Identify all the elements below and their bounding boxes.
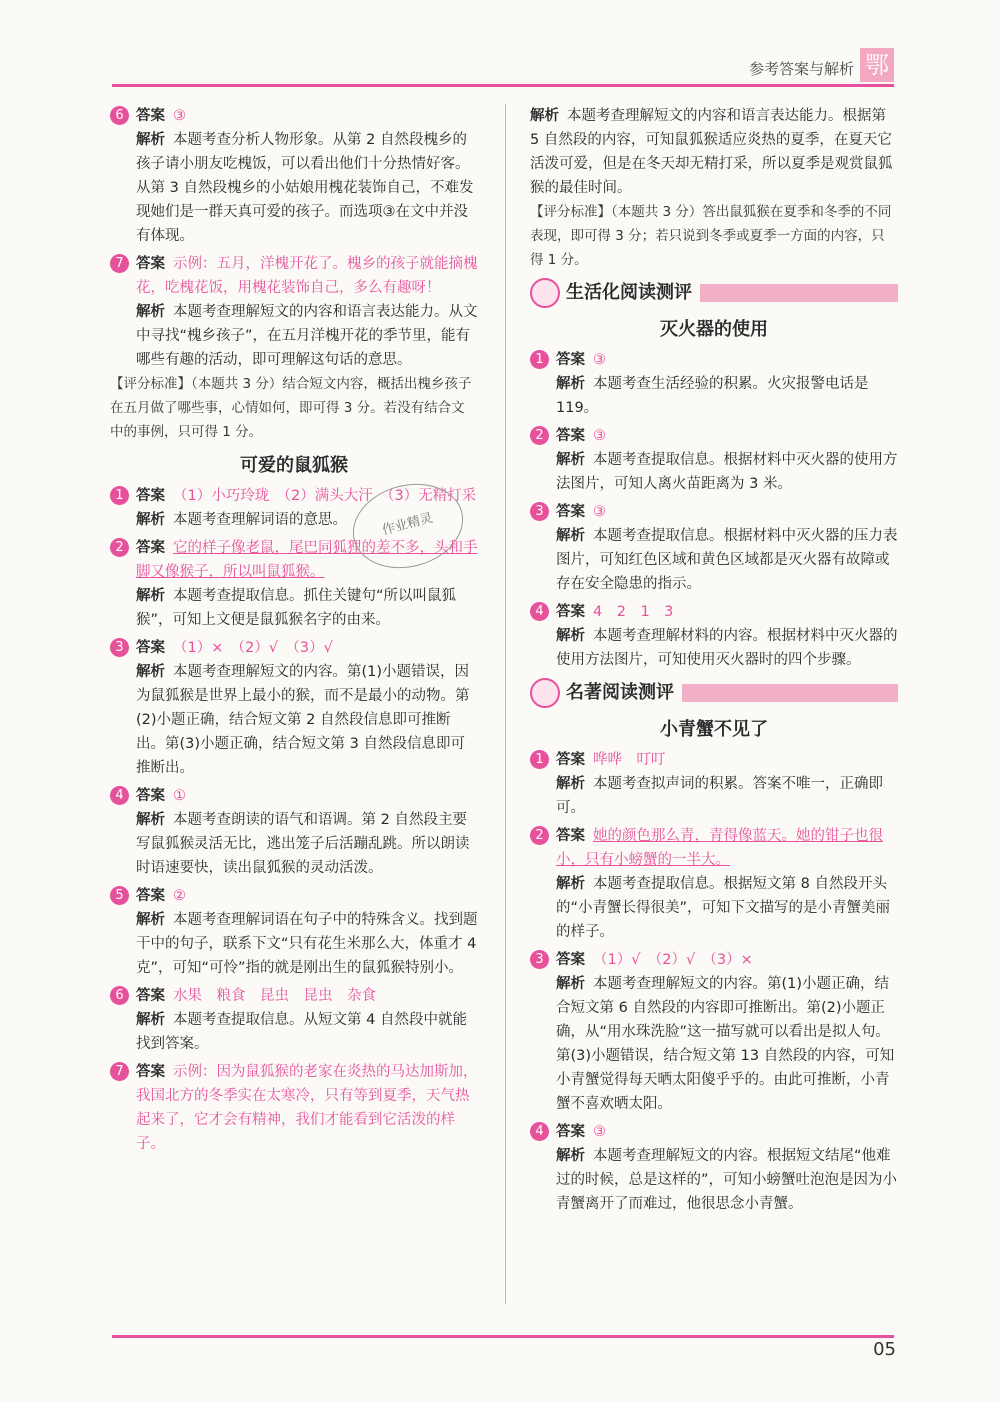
analysis-label: 解析 — [556, 876, 585, 892]
answer-text: ② — [173, 888, 186, 904]
answer-text: 示例：五月，洋槐开花了。槐乡的孩子就能摘槐花，吃槐花饭，用槐花装饰自己，多么有趣呀！ — [136, 256, 478, 296]
section-bar — [700, 284, 898, 302]
answer-label: 答案 — [556, 952, 585, 968]
answer-text: 哗哗 叮叮 — [593, 752, 666, 768]
analysis-text: 本题考查理解短文的内容。根据短文结尾“他难过的时候，总是这样的”，可知小螃蟹吐泡泡是因为小青蟹离开了而难过，他很思念小青蟹。 — [556, 1148, 898, 1212]
analysis-label: 解析 — [556, 1148, 585, 1164]
section-face-icon — [530, 278, 560, 308]
analysis-label: 解析 — [136, 812, 165, 828]
section-header — [530, 678, 898, 708]
answer-text: ③ — [593, 1124, 606, 1140]
analysis-text: 本题考查理解短文的内容。第(1)小题正确，结合短文第 6 自然段的内容即可推断出。第(2)小题正确，从“用水珠洗脸”这一描写就可以看出是拟人句。第(3)小题错误，结合短文第 13 自然段的内容，可知小青蟹觉得每天晒太阳傻乎乎的。由此可推断，小青蟹不喜欢晒太阳。 — [556, 976, 895, 1112]
answer-label: 答案 — [556, 1124, 585, 1140]
question-number: 2 — [530, 826, 549, 845]
answer-item — [110, 252, 478, 444]
section-name: 名著阅读测评 — [566, 682, 674, 703]
answer-text: 它的样子像老鼠，尾巴同狐狸的差不多，头和手脚又像猴子，所以叫鼠狐猴。 — [136, 540, 478, 580]
page-number: 05 — [873, 1339, 896, 1360]
analysis-text: 本题考查生活经验的积累。火灾报警电话是 119。 — [556, 376, 869, 416]
left-column — [110, 104, 478, 1160]
scoring-criteria: 【评分标准】（本题共 3 分）答出鼠狐猴在夏季和冬季的不同表现，即可得 3 分；若只说到冬季或夏季一方面的内容，只得 1 分。 — [530, 204, 892, 268]
answer-label: 答案 — [556, 604, 585, 620]
analysis-text: 本题考查拟声词的积累。答案不唯一，正确即可。 — [556, 776, 883, 816]
question-number: 3 — [530, 950, 549, 969]
answer-label: 答案 — [136, 108, 165, 124]
question-number: 7 — [110, 254, 129, 273]
answer-label: 答案 — [136, 488, 165, 504]
analysis-text: 本题考查分析人物形象。从第 2 自然段槐乡的孩子请小朋友吃槐饭，可以看出他们十分热情好客。从第 3 自然段槐乡的小姑娘用槐花装饰自己，不难发现她们是一群天真可爱的孩子。而选项③在文中并没有体现。 — [136, 132, 474, 244]
question-number: 4 — [530, 1122, 549, 1141]
section-face-icon — [530, 678, 560, 708]
answer-item — [530, 948, 898, 1116]
analysis-text: 本题考查理解词语的意思。 — [173, 512, 347, 528]
answer-label: 答案 — [136, 988, 165, 1004]
answer-text: （1）小巧玲珑 （2）满头大汗 （3）无精打采 — [173, 488, 477, 504]
answer-text: 水果 粮食 昆虫 昆虫 杂食 — [173, 988, 376, 1004]
answer-text: （1）× （2）√ （3）√ — [173, 640, 333, 656]
analysis-text: 本题考查理解材料的内容。根据材料中灭火器的使用方法图片，可知使用灭火器时的四个步骤。 — [556, 628, 898, 668]
question-number: 3 — [110, 638, 129, 657]
answer-item — [530, 424, 898, 496]
header-rule — [112, 84, 894, 87]
answer-label: 答案 — [556, 504, 585, 520]
analysis-label: 解析 — [556, 528, 585, 544]
answer-item — [110, 1060, 478, 1156]
question-number: 6 — [110, 986, 129, 1005]
analysis-label: 解析 — [136, 588, 165, 604]
analysis-text: 本题考查朗读的语气和语调。第 2 自然段主要写鼠狐猴灵活无比，逃出笼子后活蹦乱跳。所以朗读时语速要快，读出鼠狐猴的灵动活泼。 — [136, 812, 470, 876]
answer-item — [530, 748, 898, 820]
section-bar — [682, 684, 898, 702]
answer-item — [530, 348, 898, 420]
analysis-label: 解析 — [556, 976, 585, 992]
answer-text: ① — [173, 788, 186, 804]
answer-label: 答案 — [136, 640, 165, 656]
analysis-label: 解析 — [136, 512, 165, 528]
answer-text: ③ — [593, 428, 606, 444]
analysis-label: 解析 — [136, 304, 165, 320]
answer-item — [110, 984, 478, 1056]
question-number: 2 — [110, 538, 129, 557]
answer-label: 答案 — [136, 256, 165, 272]
section-title: 可爱的鼠狐猴 — [240, 455, 348, 476]
answer-item — [530, 104, 898, 272]
footer-rule — [112, 1335, 894, 1338]
question-number: 7 — [110, 1062, 129, 1081]
analysis-label: 解析 — [530, 108, 559, 124]
analysis-text: 本题考查理解短文的内容和语言表达能力。从文中寻找“槐乡孩子”，在五月洋槐开花的季节里，能有哪些有趣的活动，即可理解这句话的意思。 — [136, 304, 478, 368]
analysis-text: 本题考查理解短文的内容。第(1)小题错误，因为鼠狐猴是世界上最小的猴，而不是最小的动物。第(2)小题正确，结合短文第 2 自然段信息即可推断出。第(3)小题正确，结合短文第 3 自然段信息即可推断出。 — [136, 664, 470, 776]
right-column — [530, 104, 898, 1220]
analysis-text: 本题考查理解短文的内容和语言表达能力。根据第 5 自然段的内容，可知鼠狐猴适应炎热的夏季，在夏天它活泼可爱，但是在冬天却无精打采，所以夏季是观赏鼠狐猴的最佳时间。 — [530, 108, 893, 196]
answer-text: （1）√ （2）√ （3）× — [593, 952, 753, 968]
question-number: 1 — [530, 350, 549, 369]
analysis-label: 解析 — [136, 1012, 165, 1028]
answer-item — [530, 600, 898, 672]
question-number: 6 — [110, 106, 129, 125]
analysis-label: 解析 — [556, 776, 585, 792]
analysis-label: 解析 — [556, 628, 585, 644]
answer-text: ③ — [593, 504, 606, 520]
answer-label: 答案 — [136, 788, 165, 804]
answer-text: 她的颜色那么青，青得像蓝天。她的钳子也很小，只有小螃蟹的一半大。 — [556, 828, 883, 868]
answer-label: 答案 — [136, 888, 165, 904]
answer-label: 答案 — [136, 1064, 165, 1080]
answer-label: 答案 — [556, 828, 585, 844]
question-number: 4 — [110, 786, 129, 805]
question-number: 4 — [530, 602, 549, 621]
analysis-text: 本题考查提取信息。从短文第 4 自然段中就能找到答案。 — [136, 1012, 467, 1052]
answer-item — [530, 1120, 898, 1216]
answer-text: 4 2 1 3 — [593, 604, 674, 620]
answer-item — [110, 636, 478, 780]
answer-label: 答案 — [556, 752, 585, 768]
column-divider — [505, 104, 506, 1304]
analysis-text: 本题考查理解词语在句子中的特殊含义。找到题干中的句子，联系下文“只有花生米那么大，体重才 4 克”，可知“可怜”指的就是刚出生的鼠狐猴特别小。 — [136, 912, 478, 976]
section-title: 小青蟹不见了 — [660, 719, 768, 740]
answer-item — [110, 104, 478, 248]
answer-label: 答案 — [556, 352, 585, 368]
section-name: 生活化阅读测评 — [566, 282, 692, 303]
scoring-criteria: 【评分标准】（本题共 3 分）结合短文内容，概括出槐乡孩子在五月做了哪些事，心情如何，即可得 3 分。若没有结合文中的事例，只可得 1 分。 — [110, 376, 472, 440]
page-header — [112, 48, 894, 88]
analysis-text: 本题考查提取信息。根据材料中灭火器的压力表图片，可知红色区域和黄色区域都是灭火器有故障或存在安全隐患的指示。 — [556, 528, 898, 592]
question-number: 1 — [110, 486, 129, 505]
analysis-label: 解析 — [556, 452, 585, 468]
question-number: 3 — [530, 502, 549, 521]
question-number: 5 — [110, 886, 129, 905]
analysis-label: 解析 — [136, 132, 165, 148]
analysis-label: 解析 — [136, 912, 165, 928]
question-number: 1 — [530, 750, 549, 769]
answer-text: 示例：因为鼠狐猴的老家在炎热的马达加斯加，我国北方的冬季实在太寒冷，只有等到夏季，天气热起来了，它才会有精神，我们才能看到它活泼的样子。 — [136, 1064, 478, 1152]
answer-item — [530, 500, 898, 596]
analysis-label: 解析 — [136, 664, 165, 680]
answer-item — [110, 784, 478, 880]
analysis-label: 解析 — [556, 376, 585, 392]
stamp-watermark: 作业精灵 — [343, 472, 472, 580]
analysis-text: 本题考查提取信息。根据短文第 8 自然段开头的“小青蟹长得很美”，可知下文描写的是小青蟹美丽的样子。 — [556, 876, 891, 940]
header-title: 参考答案与解析 — [748, 60, 854, 78]
section-title: 灭火器的使用 — [660, 319, 768, 340]
answer-item — [110, 884, 478, 980]
answer-label: 答案 — [136, 540, 165, 556]
answer-item — [530, 824, 898, 944]
section-header — [530, 278, 898, 308]
analysis-text: 本题考查提取信息。根据材料中灭火器的使用方法图片，可知人离火苗距离为 3 米。 — [556, 452, 898, 492]
answer-text: ③ — [593, 352, 606, 368]
answer-label: 答案 — [556, 428, 585, 444]
question-number: 2 — [530, 426, 549, 445]
header-mark: 鄂 — [860, 48, 894, 82]
answer-text: ③ — [173, 108, 186, 124]
analysis-text: 本题考查提取信息。抓住关键句“所以叫鼠狐猴”，可知上文便是鼠狐猴名字的由来。 — [136, 588, 457, 628]
